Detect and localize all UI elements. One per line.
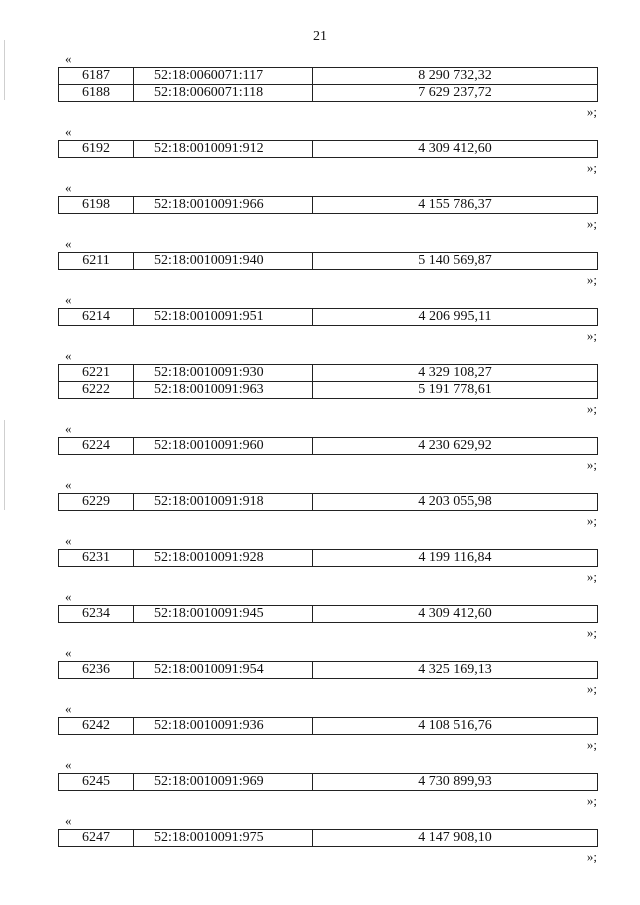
cadastral-number: 52:18:0010091:936	[134, 718, 313, 735]
cadastral-number: 52:18:0010091:940	[134, 253, 313, 270]
opening-quote: «	[65, 292, 72, 307]
closing-quote: »;	[586, 849, 597, 864]
table-row	[59, 606, 598, 623]
opening-quote: «	[65, 701, 72, 716]
closing-quote: »;	[586, 737, 597, 752]
cadastral-number: 52:18:0010091:969	[134, 774, 313, 791]
amendment-block	[0, 349, 640, 418]
closing-quote: »;	[586, 793, 597, 808]
closing-quote: »;	[586, 104, 597, 119]
cadastral-value: 7 629 237,72	[313, 85, 598, 102]
row-number: 6245	[59, 774, 134, 791]
row-number: 6221	[59, 365, 134, 382]
opening-quote: «	[65, 236, 72, 251]
table-row	[59, 141, 598, 158]
opening-quote: «	[65, 645, 72, 660]
closing-quote: »;	[586, 216, 597, 231]
cadastral-number: 52:18:0060071:117	[134, 68, 313, 85]
row-number: 6229	[59, 494, 134, 511]
cadastral-value: 4 329 108,27	[313, 365, 598, 382]
closing-quote: »;	[586, 272, 597, 287]
row-number: 6211	[59, 253, 134, 270]
amendment-table	[58, 308, 598, 326]
row-number: 6242	[59, 718, 134, 735]
amendment-block	[0, 702, 640, 754]
table-row	[59, 774, 598, 791]
table-row	[59, 253, 598, 270]
closing-quote: »;	[586, 569, 597, 584]
table-row	[59, 718, 598, 735]
cadastral-value: 4 206 995,11	[313, 309, 598, 326]
cadastral-number: 52:18:0010091:975	[134, 830, 313, 847]
table-row	[59, 309, 598, 326]
opening-quote: «	[65, 51, 72, 66]
closing-quote: »;	[586, 513, 597, 528]
cadastral-number: 52:18:0060071:118	[134, 85, 313, 102]
amendment-table	[58, 364, 598, 399]
opening-quote: «	[65, 180, 72, 195]
cadastral-value: 4 108 516,76	[313, 718, 598, 735]
cadastral-value: 4 147 908,10	[313, 830, 598, 847]
opening-quote: «	[65, 589, 72, 604]
opening-quote: «	[65, 348, 72, 363]
amendment-block	[0, 52, 640, 121]
table-row	[59, 68, 598, 85]
cadastral-value: 4 230 629,92	[313, 438, 598, 455]
amendment-block	[0, 478, 640, 530]
row-number: 6234	[59, 606, 134, 623]
row-number: 6231	[59, 550, 134, 567]
cadastral-number: 52:18:0010091:960	[134, 438, 313, 455]
cadastral-value: 5 191 778,61	[313, 382, 598, 399]
page-number: 21	[313, 29, 327, 44]
cadastral-value: 4 309 412,60	[313, 141, 598, 158]
row-number: 6224	[59, 438, 134, 455]
amendment-table	[58, 437, 598, 455]
table-row	[59, 830, 598, 847]
cadastral-number: 52:18:0010091:912	[134, 141, 313, 158]
amendment-table	[58, 140, 598, 158]
cadastral-number: 52:18:0010091:945	[134, 606, 313, 623]
cadastral-value: 4 199 116,84	[313, 550, 598, 567]
row-number: 6187	[59, 68, 134, 85]
cadastral-number: 52:18:0010091:918	[134, 494, 313, 511]
row-number: 6236	[59, 662, 134, 679]
table-row	[59, 197, 598, 214]
row-number: 6198	[59, 197, 134, 214]
opening-quote: «	[65, 813, 72, 828]
cadastral-value: 4 309 412,60	[313, 606, 598, 623]
amendment-table	[58, 252, 598, 270]
table-row	[59, 550, 598, 567]
cadastral-number: 52:18:0010091:951	[134, 309, 313, 326]
row-number: 6222	[59, 382, 134, 399]
opening-quote: «	[65, 477, 72, 492]
cadastral-value: 8 290 732,32	[313, 68, 598, 85]
cadastral-number: 52:18:0010091:966	[134, 197, 313, 214]
amendment-table	[58, 605, 598, 623]
opening-quote: «	[65, 757, 72, 772]
table-row	[59, 365, 598, 382]
row-number: 6192	[59, 141, 134, 158]
row-number: 6247	[59, 830, 134, 847]
cadastral-value: 4 325 169,13	[313, 662, 598, 679]
cadastral-number: 52:18:0010091:954	[134, 662, 313, 679]
cadastral-value: 4 730 899,93	[313, 774, 598, 791]
closing-quote: »;	[586, 681, 597, 696]
row-number: 6214	[59, 309, 134, 326]
amendment-block	[0, 237, 640, 289]
opening-quote: «	[65, 533, 72, 548]
cadastral-number: 52:18:0010091:928	[134, 550, 313, 567]
amendment-block	[0, 293, 640, 345]
opening-quote: «	[65, 124, 72, 139]
cadastral-number: 52:18:0010091:930	[134, 365, 313, 382]
cadastral-value: 4 155 786,37	[313, 197, 598, 214]
table-row	[59, 494, 598, 511]
cadastral-value: 5 140 569,87	[313, 253, 598, 270]
amendment-block	[0, 758, 640, 810]
closing-quote: »;	[586, 160, 597, 175]
amendment-block	[0, 125, 640, 177]
table-row	[59, 438, 598, 455]
opening-quote: «	[65, 421, 72, 436]
table-row	[59, 382, 598, 399]
amendment-table	[58, 549, 598, 567]
amendment-block	[0, 181, 640, 233]
amendment-block	[0, 534, 640, 586]
amendment-block	[0, 590, 640, 642]
amendment-table	[58, 661, 598, 679]
cadastral-value: 4 203 055,98	[313, 494, 598, 511]
amendment-table	[58, 773, 598, 791]
row-number: 6188	[59, 85, 134, 102]
closing-quote: »;	[586, 328, 597, 343]
amendment-block	[0, 422, 640, 474]
amendment-table	[58, 829, 598, 847]
amendment-table	[58, 67, 598, 102]
closing-quote: »;	[586, 457, 597, 472]
closing-quote: »;	[586, 401, 597, 416]
cadastral-number: 52:18:0010091:963	[134, 382, 313, 399]
amendment-block	[0, 814, 640, 866]
amendment-table	[58, 493, 598, 511]
amendment-block	[0, 646, 640, 698]
amendment-table	[58, 717, 598, 735]
closing-quote: »;	[586, 625, 597, 640]
table-row	[59, 662, 598, 679]
table-row	[59, 85, 598, 102]
amendment-table	[58, 196, 598, 214]
